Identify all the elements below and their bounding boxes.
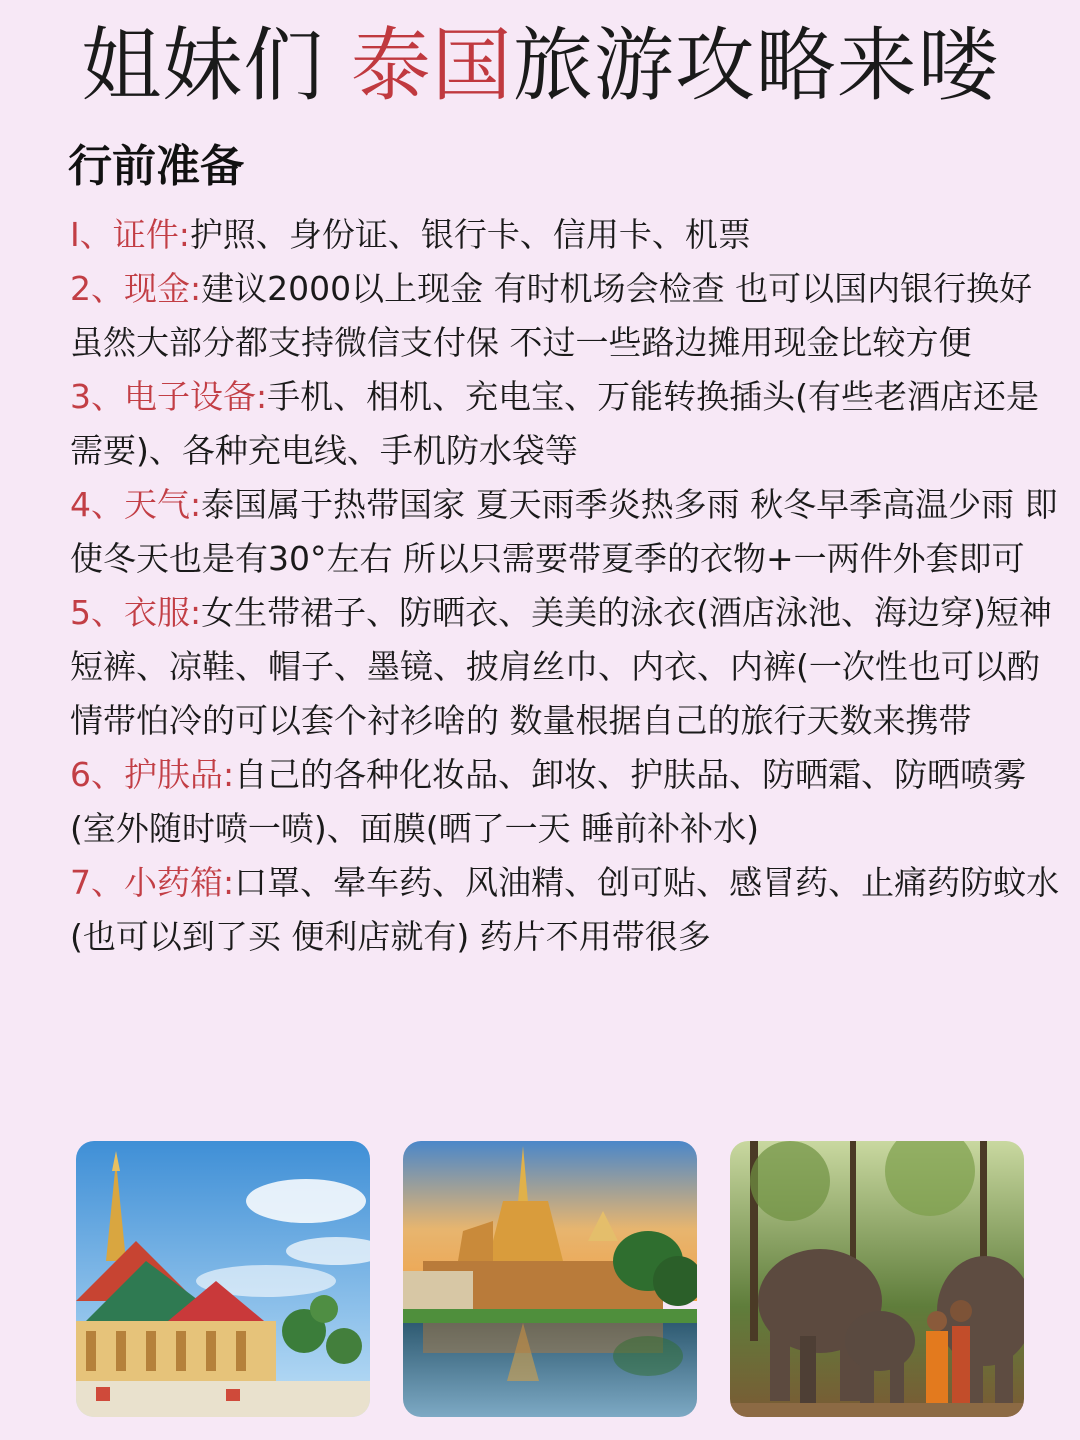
item-label: 6、护肤品:	[70, 755, 235, 794]
list-item-electronics	[70, 370, 1060, 478]
list-item-clothes	[70, 586, 1060, 748]
section-title: 行前准备	[68, 141, 244, 192]
photo-temple-reflection	[403, 1141, 697, 1417]
item-text: 建议2000以上现金 有时机场会检查 也可以国内银行换好 虽然大部分都支持微信支付保 不过一些路边摊用现金比较方便	[70, 269, 1033, 362]
list-item-documents	[70, 208, 1060, 262]
preparation-list	[70, 208, 1060, 964]
grand-palace-image	[76, 1141, 370, 1417]
title-part-2: 旅游攻略来喽	[512, 19, 999, 112]
page-title	[0, 18, 1080, 114]
item-label: 3、电子设备:	[70, 377, 268, 416]
list-item-medicine	[70, 856, 1060, 964]
item-text: 泰国属于热带国家 夏天雨季炎热多雨 秋冬早季高温少雨 即使冬天也是有30°左右 所以只需要带夏季的衣物+一两件外套即可	[70, 485, 1058, 578]
item-label: I、证件:	[70, 215, 190, 254]
item-label: 2、现金:	[70, 269, 202, 308]
item-label: 5、衣服:	[70, 593, 202, 632]
title-part-1: 姐妹们	[81, 19, 351, 112]
item-text: 口罩、晕车药、风油精、创可贴、感冒药、止痛药防蚊水(也可以到了买 便利店就有) 药片不用带很多	[70, 863, 1060, 956]
photo-elephants	[730, 1141, 1024, 1417]
title-highlight: 泰国	[350, 19, 513, 112]
list-item-cash	[70, 262, 1060, 370]
temple-reflection-image	[403, 1141, 697, 1417]
item-label: 4、天气:	[70, 485, 202, 524]
item-text: 手机、相机、充电宝、万能转换插头(有些老酒店还是需要)、各种充电线、手机防水袋等	[70, 377, 1039, 470]
item-label: 7、小药箱:	[70, 863, 235, 902]
item-text: 自己的各种化妆品、卸妆、护肤品、防晒霜、防晒喷雾(室外随时喷一喷)、面膜(晒了一天 睡前补补水)	[70, 755, 1027, 848]
photo-grand-palace	[76, 1141, 370, 1417]
photo-strip	[0, 1141, 1080, 1417]
list-item-weather	[70, 478, 1060, 586]
list-item-skincare	[70, 748, 1060, 856]
item-text: 女生带裙子、防晒衣、美美的泳衣(酒店泳池、海边穿)短神短裤、凉鞋、帽子、墨镜、披肩丝巾、内衣、内裤(一次性也可以酌情带怕冷的可以套个衬衫啥的 数量根据自己的旅行天数来携带	[70, 593, 1052, 740]
elephants-image	[730, 1141, 1024, 1417]
item-text: 护照、身份证、银行卡、信用卡、机票	[189, 215, 751, 254]
